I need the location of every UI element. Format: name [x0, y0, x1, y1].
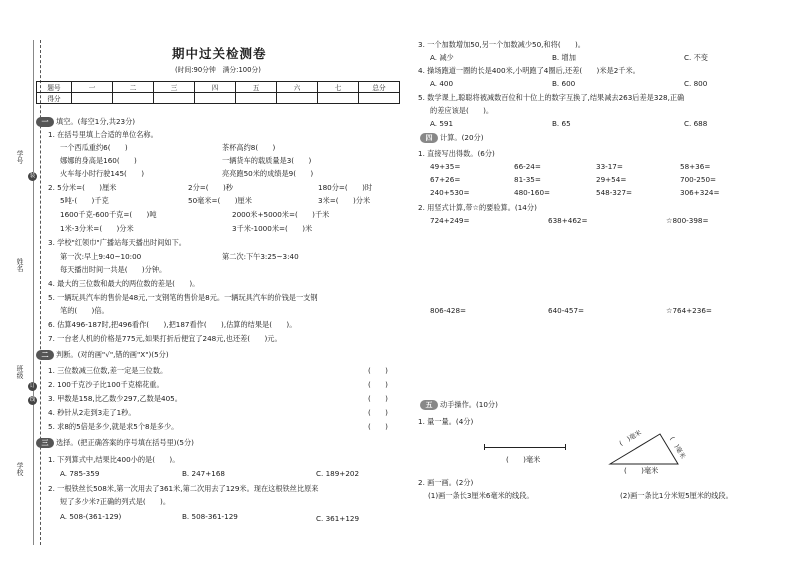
fill-blank[interactable]: 2000米+5000米=( )千米: [232, 210, 330, 219]
table-cell: 题号: [37, 82, 72, 93]
fill-blank[interactable]: 一辆货车的载质量是3( ): [222, 156, 312, 165]
vertical-calc[interactable]: ☆764+236=: [666, 306, 712, 315]
fill-blank[interactable]: 亮亮跑50米的成绩是9( ): [222, 169, 314, 178]
choice-option[interactable]: B. 600: [552, 79, 576, 88]
fill-blank[interactable]: 180分=( )时: [318, 183, 373, 192]
question-text: 1. 在括号里填上合适的单位名称。: [48, 130, 158, 139]
table-cell: 七: [318, 82, 359, 93]
section-title: 选择。(把正确答案的序号填在括号里)(5分): [56, 438, 194, 447]
choice-option[interactable]: B. 508-361-129: [182, 512, 238, 521]
vertical-calc[interactable]: 640-457=: [548, 306, 585, 315]
oral-calc[interactable]: 67+26=: [430, 175, 461, 184]
question-text: 5. 数学课上,聪聪将被减数百位和十位上的数字互换了,结果减去263后差是328,正确: [418, 93, 685, 102]
binding-line: [33, 40, 34, 545]
question-text: 第二次:下午3:25~3:40: [222, 252, 299, 261]
segment-endpoint: [484, 444, 485, 450]
score-table-header-row: [37, 82, 400, 93]
score-input-cell[interactable]: [195, 93, 236, 104]
question-text: (1)画一条长3厘米6毫米的线段。: [428, 491, 534, 500]
fill-blank[interactable]: 1600千克-600千克=( )吨: [60, 210, 157, 219]
question-text: 第一次:早上9:40~10:00: [60, 252, 142, 261]
fill-blank[interactable]: 2分=( )秒: [188, 183, 233, 192]
choice-option[interactable]: A. 减少: [430, 53, 454, 62]
fill-blank[interactable]: 2. 5分米=( )厘米: [48, 183, 117, 192]
score-input-cell[interactable]: [72, 93, 113, 104]
cut-line: [40, 40, 41, 545]
score-input-cell[interactable]: [113, 93, 154, 104]
page-subtitle: (时间:90分钟 满分:100分): [175, 66, 261, 74]
vertical-calc[interactable]: 724+249=: [430, 216, 470, 225]
fill-blank[interactable]: 笔的( )倍。: [60, 306, 109, 315]
fill-blank[interactable]: 每天播出时间一共是( )分钟。: [60, 265, 167, 274]
oral-calc[interactable]: 33-17=: [596, 162, 623, 171]
question-text: 2. 一根铁丝长508米,第一次用去了361米,第二次用去了129米。现在这根铁丝比原来: [48, 484, 319, 493]
answer-paren[interactable]: ( ): [368, 366, 388, 375]
fill-blank[interactable]: 娜娜的身高是160( ): [60, 156, 137, 165]
question-text: 短了多少米?正确的列式是( )。: [60, 497, 171, 506]
question-text: 2. 画一画。(2分): [418, 478, 474, 487]
fill-blank[interactable]: 1米-3分米=( )分米: [60, 224, 134, 233]
choice-option[interactable]: B. 247+168: [182, 469, 225, 478]
section-badge: 三: [36, 438, 54, 448]
section-badge: 一: [36, 117, 54, 127]
oral-calc[interactable]: 240+530=: [430, 188, 470, 197]
section-heading: [420, 400, 498, 410]
score-table: [36, 81, 400, 104]
question-text: 1. 量一量。(4分): [418, 417, 474, 426]
choice-option[interactable]: A. 591: [430, 119, 454, 128]
section-badge: 四: [420, 133, 438, 143]
question-text: (2)画一条比1分米短5厘米的线段。: [620, 491, 733, 500]
sidebar-label-student-number: 学号: [15, 150, 23, 164]
page-title: 期中过关检测卷: [172, 46, 267, 61]
section-title: 判断。(对的画"√",错的画"X")(5分): [56, 350, 169, 359]
oral-calc[interactable]: 700-250=: [680, 175, 717, 184]
choice-option[interactable]: C. 189+202: [316, 469, 360, 478]
fill-blank[interactable]: 4. 最大的三位数和最大的两位数的差是( )。: [48, 279, 200, 288]
choice-option[interactable]: B. 65: [552, 119, 571, 128]
fill-blank[interactable]: 6. 估算496-187时,把496看作( ),把187看作( ),估算的结果是( )。: [48, 320, 297, 329]
fill-blank[interactable]: 火车每小时行驶145( ): [60, 169, 145, 178]
fill-blank[interactable]: 5吨-( )千克: [60, 196, 109, 205]
fill-blank[interactable]: 3米=( )分米: [318, 196, 371, 205]
measure-segment: [484, 447, 566, 448]
question-text: 2. 用竖式计算,带☆的要验算。(14分): [418, 203, 537, 212]
score-input-cell[interactable]: [236, 93, 277, 104]
oral-calc[interactable]: 306+324=: [680, 188, 720, 197]
table-cell: 总分: [359, 82, 400, 93]
choice-option[interactable]: B. 增加: [552, 53, 576, 62]
choice-option[interactable]: C. 800: [684, 79, 708, 88]
oral-calc[interactable]: 29+54=: [596, 175, 627, 184]
sidebar-label-class: 班级: [15, 365, 23, 379]
score-table-score-row: [37, 93, 400, 104]
segment-endpoint: [565, 444, 566, 450]
answer-paren[interactable]: ( ): [368, 408, 388, 417]
section-badge: 二: [36, 350, 54, 360]
table-cell: 得分: [37, 93, 72, 104]
section-badge: 五: [420, 400, 438, 410]
sidebar-label-name: 姓名: [15, 258, 23, 272]
choice-option[interactable]: C. 361+129: [316, 514, 360, 523]
fill-blank[interactable]: 3千米-1000米=( )米: [232, 224, 313, 233]
table-cell: 四: [195, 82, 236, 93]
fill-blank[interactable]: ( )毫米: [624, 466, 659, 475]
fill-blank[interactable]: 7. 一台老人机的价格是775元,如果打折后便宜了248元,也还差( )元。: [48, 334, 282, 343]
table-cell: 二: [113, 82, 154, 93]
vertical-calc[interactable]: 638+462=: [548, 216, 588, 225]
question-text: 1. 下列算式中,结果比400小的是( )。: [48, 455, 180, 464]
table-cell: 一: [72, 82, 113, 93]
answer-paren[interactable]: ( ): [368, 380, 388, 389]
question-text: 3. 学校"红领巾"广播站每天播出时间如下。: [48, 238, 186, 247]
choice-option[interactable]: A. 400: [430, 79, 454, 88]
question-text: 5. 一辆玩具汽车的售价是48元,一支钢笔的售价是8元。一辆玩具汽车的价钱是一支钢: [48, 293, 318, 302]
question-text: 3. 一个加数增加50,另一个加数减少50,和将( )。: [418, 40, 585, 49]
table-cell: 三: [154, 82, 195, 93]
binding-dot: 装: [29, 173, 36, 179]
choice-option[interactable]: C. 不变: [684, 53, 708, 62]
table-cell: 六: [277, 82, 318, 93]
answer-paren[interactable]: ( ): [368, 394, 388, 403]
judge-item: 2. 100千克沙子比100千克棉花重。: [48, 380, 164, 389]
section-title: 计算。(20分): [440, 133, 484, 142]
section-title: 填空。(每空1分,共23分): [56, 117, 136, 126]
oral-calc[interactable]: 480-160=: [514, 188, 551, 197]
fill-blank[interactable]: 一个西瓜重约6( ): [60, 143, 128, 152]
section-heading: [36, 438, 194, 448]
judge-item: 1. 三位数减三位数,差一定是三位数。: [48, 366, 168, 375]
section-heading: [36, 350, 169, 360]
fill-blank[interactable]: 50毫米=( )厘米: [188, 196, 252, 205]
fill-blank[interactable]: ( )毫米: [617, 428, 643, 448]
vertical-calc[interactable]: ☆800-398=: [666, 216, 709, 225]
choice-option[interactable]: A. 508-(361-129): [60, 512, 122, 521]
section-heading: [420, 133, 484, 143]
binding-dot: 订: [29, 383, 36, 389]
score-input-cell[interactable]: [277, 93, 318, 104]
score-input-cell[interactable]: [359, 93, 400, 104]
oral-calc[interactable]: 548-327=: [596, 188, 633, 197]
question-text: 1. 直接写出得数。(6分): [418, 149, 495, 158]
choice-option[interactable]: C. 688: [684, 119, 708, 128]
judge-item: 4. 秒针从2走到3走了1秒。: [48, 408, 136, 417]
fill-blank[interactable]: 茶杯高约8( ): [222, 143, 276, 152]
table-cell: 五: [236, 82, 277, 93]
section-title: 动手操作。(10分): [440, 400, 498, 409]
answer-paren[interactable]: ( ): [368, 422, 388, 431]
question-text: 的差应该是( )。: [430, 106, 494, 115]
oral-calc[interactable]: 58+36=: [680, 162, 711, 171]
oral-calc[interactable]: 49+35=: [430, 162, 461, 171]
fill-blank[interactable]: ( )毫米: [668, 435, 688, 461]
choice-option[interactable]: A. 785-359: [60, 469, 100, 478]
oral-calc[interactable]: 66-24=: [514, 162, 541, 171]
fill-blank[interactable]: ( )毫米: [506, 455, 541, 464]
vertical-calc[interactable]: 806-428=: [430, 306, 467, 315]
oral-calc[interactable]: 81-35=: [514, 175, 541, 184]
sidebar-label-school: 学校: [15, 462, 23, 476]
score-input-cell[interactable]: [154, 93, 195, 104]
score-input-cell[interactable]: [318, 93, 359, 104]
binding-dot: 线: [29, 397, 36, 403]
question-text: 4. 操场跑道一圈的长是400米,小明跑了4圈后,还差( )米是2千米。: [418, 66, 640, 75]
judge-item: 3. 甲数是158,比乙数少297,乙数是405。: [48, 394, 182, 403]
section-heading: [36, 117, 135, 127]
judge-item: 5. 求8的5倍是多少,就是求5个8是多少。: [48, 422, 179, 431]
